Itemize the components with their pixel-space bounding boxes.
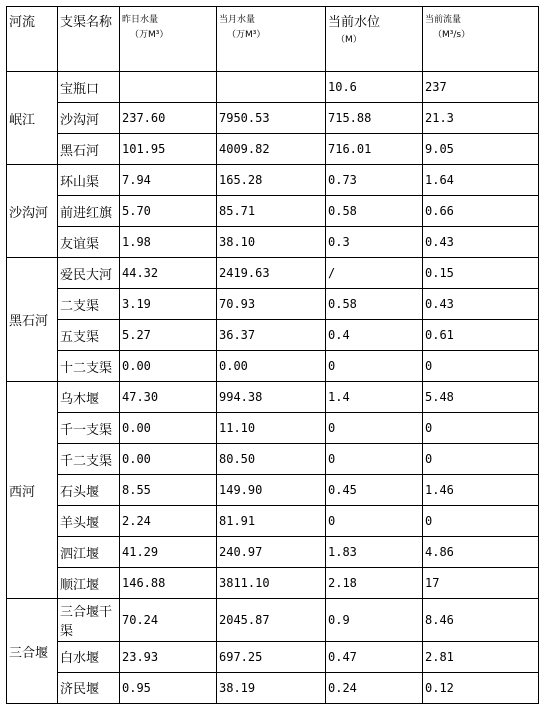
water-level-cell: 0.9: [326, 599, 423, 641]
water-level-cell: 0: [326, 506, 423, 537]
header-yesterday: 昨日水量 （万M³）: [120, 7, 217, 72]
month-volume-cell: 149.90: [217, 475, 326, 506]
yesterday-volume-cell: 3.19: [120, 289, 217, 320]
water-level-cell: 0: [326, 444, 423, 475]
water-level-cell: 0: [326, 413, 423, 444]
yesterday-volume-cell: 8.55: [120, 475, 217, 506]
yesterday-volume-cell: 0.00: [120, 413, 217, 444]
water-data-table: [6, 6, 539, 704]
water-level-cell: 0.45: [326, 475, 423, 506]
flow-rate-cell: 0.61: [423, 320, 539, 351]
river-cell: 岷江: [7, 72, 58, 165]
table-row: [7, 134, 539, 165]
flow-rate-cell: 0.66: [423, 196, 539, 227]
month-volume-cell: 81.91: [217, 506, 326, 537]
flow-rate-cell: 1.46: [423, 475, 539, 506]
month-volume-cell: 240.97: [217, 537, 326, 568]
water-level-cell: 0.4: [326, 320, 423, 351]
water-level-cell: 1.4: [326, 382, 423, 413]
table-row: [7, 444, 539, 475]
channel-name-cell: 顺江堰: [58, 568, 120, 599]
month-volume-cell: 11.10: [217, 413, 326, 444]
yesterday-volume-cell: 47.30: [120, 382, 217, 413]
yesterday-volume-cell: 2.24: [120, 506, 217, 537]
month-volume-cell: 36.37: [217, 320, 326, 351]
month-volume-cell: 38.10: [217, 227, 326, 258]
channel-name-cell: 白水堰: [58, 641, 120, 672]
river-cell: 三合堰: [7, 599, 58, 704]
yesterday-volume-cell: [120, 72, 217, 103]
water-level-cell: 0.24: [326, 672, 423, 703]
channel-name-cell: 千一支渠: [58, 413, 120, 444]
yesterday-volume-cell: 70.24: [120, 599, 217, 641]
table-row: [7, 475, 539, 506]
month-volume-cell: 4009.82: [217, 134, 326, 165]
water-level-cell: 0.73: [326, 165, 423, 196]
water-level-cell: 716.01: [326, 134, 423, 165]
header-month: 当月水量 （万M³）: [217, 7, 326, 72]
header-channel: 支渠名称: [58, 7, 120, 72]
flow-rate-cell: 8.46: [423, 599, 539, 641]
channel-name-cell: 二支渠: [58, 289, 120, 320]
header-level: 当前水位 （M）: [326, 7, 423, 72]
yesterday-volume-cell: 146.88: [120, 568, 217, 599]
month-volume-cell: 38.19: [217, 672, 326, 703]
water-level-cell: 0.58: [326, 196, 423, 227]
month-volume-cell: 80.50: [217, 444, 326, 475]
channel-name-cell: 环山渠: [58, 165, 120, 196]
table-row: [7, 289, 539, 320]
table-row: [7, 258, 539, 289]
flow-rate-cell: 0: [423, 506, 539, 537]
month-volume-cell: 2419.63: [217, 258, 326, 289]
yesterday-volume-cell: 44.32: [120, 258, 217, 289]
month-volume-cell: 994.38: [217, 382, 326, 413]
yesterday-volume-cell: 5.27: [120, 320, 217, 351]
flow-rate-cell: 0: [423, 444, 539, 475]
table-row: [7, 413, 539, 444]
water-level-cell: 1.83: [326, 537, 423, 568]
channel-name-cell: 乌木堰: [58, 382, 120, 413]
flow-rate-cell: 2.81: [423, 641, 539, 672]
flow-rate-cell: 21.3: [423, 103, 539, 134]
water-level-cell: 0: [326, 351, 423, 382]
channel-name-cell: 沙沟河: [58, 103, 120, 134]
flow-rate-cell: 237: [423, 72, 539, 103]
flow-rate-cell: 0.43: [423, 289, 539, 320]
flow-rate-cell: 0: [423, 413, 539, 444]
month-volume-cell: 85.71: [217, 196, 326, 227]
water-level-cell: 2.18: [326, 568, 423, 599]
flow-rate-cell: 17: [423, 568, 539, 599]
yesterday-volume-cell: 101.95: [120, 134, 217, 165]
channel-name-cell: 石头堰: [58, 475, 120, 506]
river-cell: 西河: [7, 382, 58, 599]
table-row: [7, 382, 539, 413]
table-row: [7, 351, 539, 382]
flow-rate-cell: 0: [423, 351, 539, 382]
flow-rate-cell: 1.64: [423, 165, 539, 196]
flow-rate-cell: 5.48: [423, 382, 539, 413]
river-cell: 沙沟河: [7, 165, 58, 258]
yesterday-volume-cell: 23.93: [120, 641, 217, 672]
channel-name-cell: 三合堰干渠: [58, 599, 120, 641]
yesterday-volume-cell: 0.00: [120, 444, 217, 475]
yesterday-volume-cell: 0.00: [120, 351, 217, 382]
table-row: [7, 672, 539, 703]
table-row: [7, 599, 539, 641]
channel-name-cell: 黑石河: [58, 134, 120, 165]
flow-rate-cell: 0.15: [423, 258, 539, 289]
channel-name-cell: 友谊渠: [58, 227, 120, 258]
header-row: [7, 7, 539, 72]
water-level-cell: 0.47: [326, 641, 423, 672]
water-level-cell: 715.88: [326, 103, 423, 134]
river-cell: 黑石河: [7, 258, 58, 382]
header-flow: 当前流量 （M³/s）: [423, 7, 539, 72]
yesterday-volume-cell: 5.70: [120, 196, 217, 227]
yesterday-volume-cell: 0.95: [120, 672, 217, 703]
month-volume-cell: 70.93: [217, 289, 326, 320]
channel-name-cell: 宝瓶口: [58, 72, 120, 103]
channel-name-cell: 羊头堰: [58, 506, 120, 537]
yesterday-volume-cell: 41.29: [120, 537, 217, 568]
table-row: [7, 537, 539, 568]
channel-name-cell: 前进红旗: [58, 196, 120, 227]
table-row: [7, 641, 539, 672]
channel-name-cell: 五支渠: [58, 320, 120, 351]
yesterday-volume-cell: 7.94: [120, 165, 217, 196]
month-volume-cell: 0.00: [217, 351, 326, 382]
channel-name-cell: 爱民大河: [58, 258, 120, 289]
channel-name-cell: 济民堰: [58, 672, 120, 703]
table-row: [7, 506, 539, 537]
table-row: [7, 568, 539, 599]
water-level-cell: 0.58: [326, 289, 423, 320]
month-volume-cell: [217, 72, 326, 103]
yesterday-volume-cell: 1.98: [120, 227, 217, 258]
yesterday-volume-cell: 237.60: [120, 103, 217, 134]
water-level-cell: 10.6: [326, 72, 423, 103]
channel-name-cell: 千二支渠: [58, 444, 120, 475]
flow-rate-cell: 4.86: [423, 537, 539, 568]
table-row: [7, 227, 539, 258]
month-volume-cell: 7950.53: [217, 103, 326, 134]
month-volume-cell: 3811.10: [217, 568, 326, 599]
month-volume-cell: 697.25: [217, 641, 326, 672]
channel-name-cell: 十二支渠: [58, 351, 120, 382]
flow-rate-cell: 0.43: [423, 227, 539, 258]
water-level-cell: /: [326, 258, 423, 289]
flow-rate-cell: 9.05: [423, 134, 539, 165]
header-river: 河流: [7, 7, 58, 72]
month-volume-cell: 165.28: [217, 165, 326, 196]
month-volume-cell: 2045.87: [217, 599, 326, 641]
table-row: [7, 103, 539, 134]
flow-rate-cell: 0.12: [423, 672, 539, 703]
table-row: [7, 165, 539, 196]
table-row: [7, 72, 539, 103]
table-row: [7, 320, 539, 351]
table-row: [7, 196, 539, 227]
water-level-cell: 0.3: [326, 227, 423, 258]
channel-name-cell: 泗江堰: [58, 537, 120, 568]
